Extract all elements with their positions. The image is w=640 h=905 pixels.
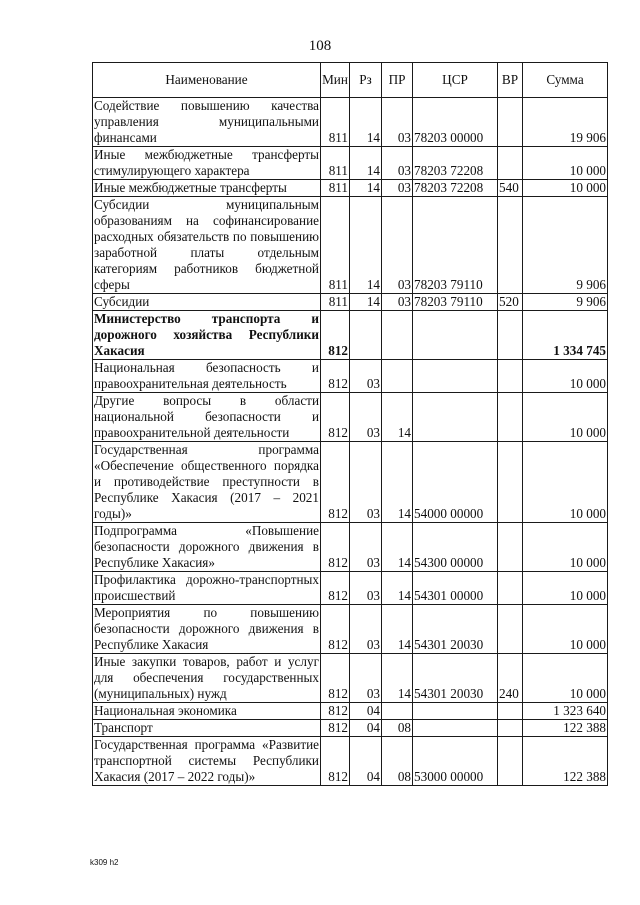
row-rz: 04 <box>350 720 382 737</box>
row-min: 812 <box>321 720 350 737</box>
column-header-vr: ВР <box>498 63 523 98</box>
row-rz: 03 <box>350 572 382 605</box>
row-name: Государственная программа «Развитие транспортной системы Республики Хакасия (2017 – 2022 годы)» <box>94 737 319 784</box>
column-header-csr: ЦСР <box>413 63 498 98</box>
row-pr: 08 <box>382 720 413 737</box>
row-csr: 53000 00000 <box>413 737 498 786</box>
row-name: Иные закупки товаров, работ и услуг для обеспечения государственных (муниципальных) нужд <box>94 654 319 701</box>
row-sum: 122 388 <box>523 720 608 737</box>
row-sum: 10 000 <box>523 442 608 523</box>
row-min: 812 <box>321 360 350 393</box>
row-name: Иные межбюджетные трансферты <box>93 180 321 197</box>
row-min: 811 <box>321 147 350 180</box>
row-sum: 19 906 <box>523 98 608 147</box>
row-name: Субсидии муниципальным образованиям на софинансирование расходных обязательств по повышению заработной платы отдельным категориям работников бюджетной сферы <box>94 197 319 292</box>
row-pr: 08 <box>382 737 413 786</box>
row-min: 812 <box>321 654 350 703</box>
row-rz: 03 <box>350 605 382 654</box>
table-row <box>93 720 608 737</box>
row-vr <box>498 442 523 523</box>
row-sum: 10 000 <box>523 360 608 393</box>
table-row <box>93 180 608 197</box>
column-header-rz: Рз <box>350 63 382 98</box>
row-sum: 10 000 <box>523 523 608 572</box>
row-pr <box>382 360 413 393</box>
table-row <box>93 360 608 393</box>
row-name: Мероприятия по повышению безопасности дорожного движения в Республике Хакасия <box>94 605 319 652</box>
row-csr: 54301 20030 <box>413 605 498 654</box>
row-sum: 10 000 <box>523 605 608 654</box>
row-vr <box>498 572 523 605</box>
row-vr <box>498 605 523 654</box>
row-min: 812 <box>321 523 350 572</box>
row-rz: 03 <box>350 393 382 442</box>
footer-code: k309 h2 <box>90 858 119 867</box>
row-pr: 14 <box>382 605 413 654</box>
column-header-pr: ПР <box>382 63 413 98</box>
row-min: 811 <box>321 98 350 147</box>
row-pr: 14 <box>382 442 413 523</box>
row-name: Национальная безопасность и правоохранительная деятельность <box>94 360 319 391</box>
row-pr: 03 <box>382 180 413 197</box>
table-row <box>93 654 608 703</box>
row-min: 811 <box>321 180 350 197</box>
row-name: Государственная программа «Обеспечение общественного порядка и противодействие преступности в Республике Хакасия (2017 – 2021 годы)» <box>94 442 319 521</box>
row-vr <box>498 393 523 442</box>
table-row <box>93 98 608 147</box>
table-row <box>93 605 608 654</box>
row-pr: 03 <box>382 294 413 311</box>
row-name: Другие вопросы в области национальной безопасности и правоохранительной деятельности <box>94 393 319 440</box>
row-rz <box>350 311 382 360</box>
table-body <box>93 98 608 786</box>
row-vr <box>498 523 523 572</box>
row-vr: 540 <box>498 180 523 197</box>
row-min: 812 <box>321 311 350 360</box>
row-vr <box>498 737 523 786</box>
row-sum: 10 000 <box>523 147 608 180</box>
table-row <box>93 294 608 311</box>
row-name: Транспорт <box>93 720 321 737</box>
row-csr: 78203 00000 <box>413 98 498 147</box>
row-min: 811 <box>321 294 350 311</box>
row-vr <box>498 197 523 294</box>
row-min: 812 <box>321 737 350 786</box>
row-pr: 14 <box>382 523 413 572</box>
row-csr <box>413 311 498 360</box>
row-pr <box>382 703 413 720</box>
row-rz: 04 <box>350 703 382 720</box>
row-name: Субсидии <box>93 294 321 311</box>
table-row <box>93 703 608 720</box>
row-sum: 122 388 <box>523 737 608 786</box>
column-header-min: Мин <box>321 63 350 98</box>
row-csr: 78203 79110 <box>413 294 498 311</box>
table-row <box>93 197 608 294</box>
row-sum: 10 000 <box>523 180 608 197</box>
row-sum: 9 906 <box>523 197 608 294</box>
row-csr <box>413 703 498 720</box>
row-csr: 78203 72208 <box>413 180 498 197</box>
row-min: 811 <box>321 197 350 294</box>
row-sum: 10 000 <box>523 572 608 605</box>
row-min: 812 <box>321 703 350 720</box>
table-row <box>93 523 608 572</box>
row-name: Национальная экономика <box>93 703 321 720</box>
table-row <box>93 572 608 605</box>
row-sum: 1 323 640 <box>523 703 608 720</box>
row-min: 812 <box>321 605 350 654</box>
row-vr: 520 <box>498 294 523 311</box>
row-pr: 14 <box>382 393 413 442</box>
row-pr: 03 <box>382 147 413 180</box>
row-csr <box>413 393 498 442</box>
row-pr: 14 <box>382 572 413 605</box>
row-min: 812 <box>321 442 350 523</box>
row-vr <box>498 98 523 147</box>
row-pr: 03 <box>382 98 413 147</box>
row-rz: 03 <box>350 523 382 572</box>
table-row <box>93 442 608 523</box>
row-rz: 14 <box>350 180 382 197</box>
row-min: 812 <box>321 393 350 442</box>
row-vr <box>498 360 523 393</box>
row-csr: 54000 00000 <box>413 442 498 523</box>
row-vr <box>498 147 523 180</box>
row-rz: 03 <box>350 360 382 393</box>
row-rz: 14 <box>350 294 382 311</box>
row-pr: 03 <box>382 197 413 294</box>
row-min: 812 <box>321 572 350 605</box>
row-sum: 10 000 <box>523 654 608 703</box>
row-csr <box>413 360 498 393</box>
row-name: Подпрограмма «Повышение безопасности дорожного движения в Республике Хакасия» <box>94 523 319 570</box>
table-row <box>93 147 608 180</box>
row-name: Профилактика дорожно-транспортных происшествий <box>94 572 319 603</box>
row-vr <box>498 703 523 720</box>
row-csr: 54301 20030 <box>413 654 498 703</box>
row-csr: 78203 79110 <box>413 197 498 294</box>
row-rz: 14 <box>350 98 382 147</box>
row-rz: 03 <box>350 442 382 523</box>
row-csr: 78203 72208 <box>413 147 498 180</box>
row-sum: 9 906 <box>523 294 608 311</box>
row-vr <box>498 311 523 360</box>
column-header-sum: Сумма <box>523 63 608 98</box>
row-pr <box>382 311 413 360</box>
row-rz: 04 <box>350 737 382 786</box>
budget-table <box>92 62 608 786</box>
row-rz: 14 <box>350 147 382 180</box>
row-rz: 03 <box>350 654 382 703</box>
row-sum: 10 000 <box>523 393 608 442</box>
row-sum: 1 334 745 <box>523 311 608 360</box>
row-csr: 54301 00000 <box>413 572 498 605</box>
row-csr: 54300 00000 <box>413 523 498 572</box>
row-vr <box>498 720 523 737</box>
row-rz: 14 <box>350 197 382 294</box>
row-name: Содействие повышению качества управления муниципальными финансами <box>94 98 319 145</box>
row-name: Иные межбюджетные трансферты стимулирующего характера <box>94 147 319 178</box>
table-row <box>93 737 608 786</box>
row-csr <box>413 720 498 737</box>
column-header-name: Наименование <box>93 63 321 98</box>
table-row <box>93 311 608 360</box>
row-pr: 14 <box>382 654 413 703</box>
row-name: Министерство транспорта и дорожного хозяйства Республики Хакасия <box>94 311 319 358</box>
table-row <box>93 393 608 442</box>
table-header-row <box>93 63 608 98</box>
page-number: 108 <box>308 38 332 54</box>
row-vr: 240 <box>498 654 523 703</box>
